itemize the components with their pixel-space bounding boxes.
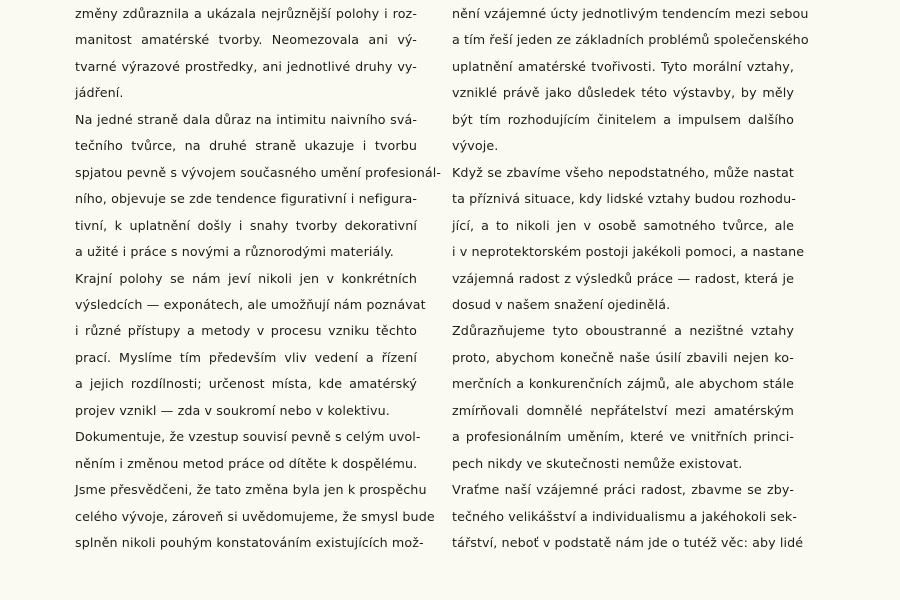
text-line: zmírňovali domnělé nepřátelství mezi amatérským <box>452 402 794 418</box>
text-line: něním i změnou metod práce od dítěte k dospělému. <box>75 455 418 471</box>
text-line: Zdůrazňujeme tyto oboustranné a nezištné vztahy <box>452 323 794 339</box>
text-line: tečního tvůrce, na druhé straně ukazuje i tvorbu <box>75 138 417 154</box>
text-line: celého vývoje, zároveň si uvědomujeme, že smysl bude <box>75 508 435 524</box>
text-line: a profesionálním uměním, které ve vnitřních princi- <box>452 429 794 445</box>
text-line: ta příznivá situace, kdy lidské vztahy budou rozhodu- <box>452 191 796 207</box>
text-line: nění vzájemné úcty jednotlivým tendencím mezi sebou <box>452 6 809 21</box>
text-line: Když se zbavíme všeho nepodstatného, může nastat <box>452 164 794 180</box>
text-line: změny zdůraznila a ukázala nejrůznější polohy i roz- <box>75 6 417 21</box>
text-line: tářství, neboť v podstatě nám jde o tutéž věc: aby lidé <box>452 535 804 550</box>
text-line: a užité i práce s novými a různorodými materiály. <box>75 244 394 260</box>
text-line: prací. Myslíme tím především vliv vedení a řízení <box>75 349 417 365</box>
text-line: jádření. <box>75 85 124 101</box>
text-line: uplatnění amatérské tvořivosti. Tyto morální vztahy, <box>452 58 794 74</box>
text-line: být tím rozhodujícím činitelem a impulsem dalšího <box>452 111 794 127</box>
text-line: tvarné výrazové prostředky, ani jednotlivé druhy vy- <box>75 58 417 74</box>
text-line: a jejich rozdílnosti; určenost místa, kde amatérský <box>75 376 417 392</box>
text-line: ního, objevuje se zde tendence figurativní i nefigura- <box>75 191 417 207</box>
text-line: Jsme přesvědčeni, že tato změna byla jen k prospěchu <box>75 482 427 498</box>
text-line: tivní, k uplatnění došly i snahy tvorby dekorativní <box>75 217 417 233</box>
text-line: manitost amatérské tvorby. Neomezovala ani vý- <box>75 32 417 48</box>
text-line: i v neprotektorském postoji jakékoli pomoci, a nastane <box>452 244 805 260</box>
text-line: dosud v našem snažení ojedinělá. <box>452 296 671 312</box>
text-line: Vraťme naší vzájemné práci radost, zbavme se zby- <box>452 482 794 498</box>
text-line: splněn nikoli pouhým konstatováním existujících mož- <box>75 535 424 550</box>
text-line: jící, a to nikoli jen v osobě samotného tvůrce, ale <box>452 217 794 233</box>
text-line: a tím řeší jeden ze základních problémů společenského <box>452 32 809 48</box>
text-line: i různé přístupy a metody v procesu vzniku těchto <box>75 323 417 339</box>
text-line: merčních a konkurenčních zájmů, ale abychom stále <box>452 376 794 392</box>
text-line: Dokumentuje, že vzestup souvisí pevně s celým uvol- <box>75 429 421 445</box>
text-line: Krajní polohy se nám jeví nikoli jen v konkrétních <box>75 270 417 286</box>
text-line: vývoje. <box>452 138 499 154</box>
text-line: projev vznikl — zda v soukromí nebo v kolektivu. <box>75 402 390 418</box>
text-line: výsledcích — exponátech, ale umožňují nám poznávat <box>75 296 426 312</box>
text-line: spjatou pevně s vývojem současného umění profesionál- <box>75 164 442 180</box>
text-line: proto, abychom konečně naše úsilí zbavili nejen ko- <box>452 349 794 365</box>
text-line: vzájemná radost z výsledků práce — radost, která je <box>452 270 794 286</box>
text-line: pech nikdy ve skutečnosti nemůže existovat. <box>452 455 743 471</box>
text-line: vzniklé právě jako důsledek této výstavby, by měly <box>452 85 794 101</box>
text-line: tečného velikášství a individualismu a jakéhokoli sek- <box>452 508 798 524</box>
text-line: Na jedné straně dala důraz na intimitu naivního svá- <box>75 111 417 127</box>
